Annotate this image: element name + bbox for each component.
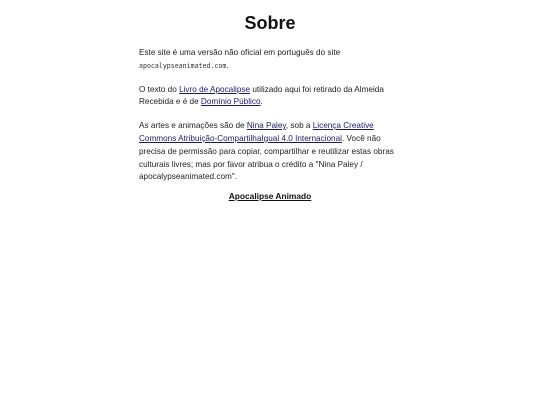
public-domain-link[interactable]: Domínio Público: [200, 97, 261, 107]
license-link[interactable]: Licença Creative Commons Atribuição-CompartilhaIgual 4.0 Internacional: [139, 121, 374, 143]
book-link[interactable]: Livro de Apocalipse: [179, 84, 251, 94]
license-paragraph: [139, 120, 401, 184]
site-code: apocalypseanimated.com: [139, 61, 227, 70]
license-text-1: As artes e animações são de: [139, 121, 247, 131]
intro-paragraph: [139, 47, 401, 73]
page-title: Sobre: [244, 13, 296, 33]
home-link-container: [0, 191, 540, 201]
source-text-1: O texto do: [139, 84, 180, 94]
author-link[interactable]: Nina Paley: [246, 121, 286, 131]
about-content: [139, 47, 401, 195]
home-link[interactable]: Apocalipse Animado: [228, 191, 312, 201]
license-text-3: . Você não precisa de permissão para copiar, compartilhar e reutilizar estas obras culturais livres; mas por favor atribua o crédito a "Nina Paley / apocalypseanimated.com".: [139, 133, 394, 182]
intro-text: Este site é uma versão não oficial em português do site: [139, 48, 341, 57]
license-text-2: , sob a: [285, 121, 313, 131]
source-text-3: .: [260, 97, 263, 107]
source-paragraph: [139, 84, 401, 110]
source-text-2: utilizado aqui foi retirado da Almeida Recebida e é de: [139, 84, 384, 107]
intro-end: .: [226, 60, 229, 70]
